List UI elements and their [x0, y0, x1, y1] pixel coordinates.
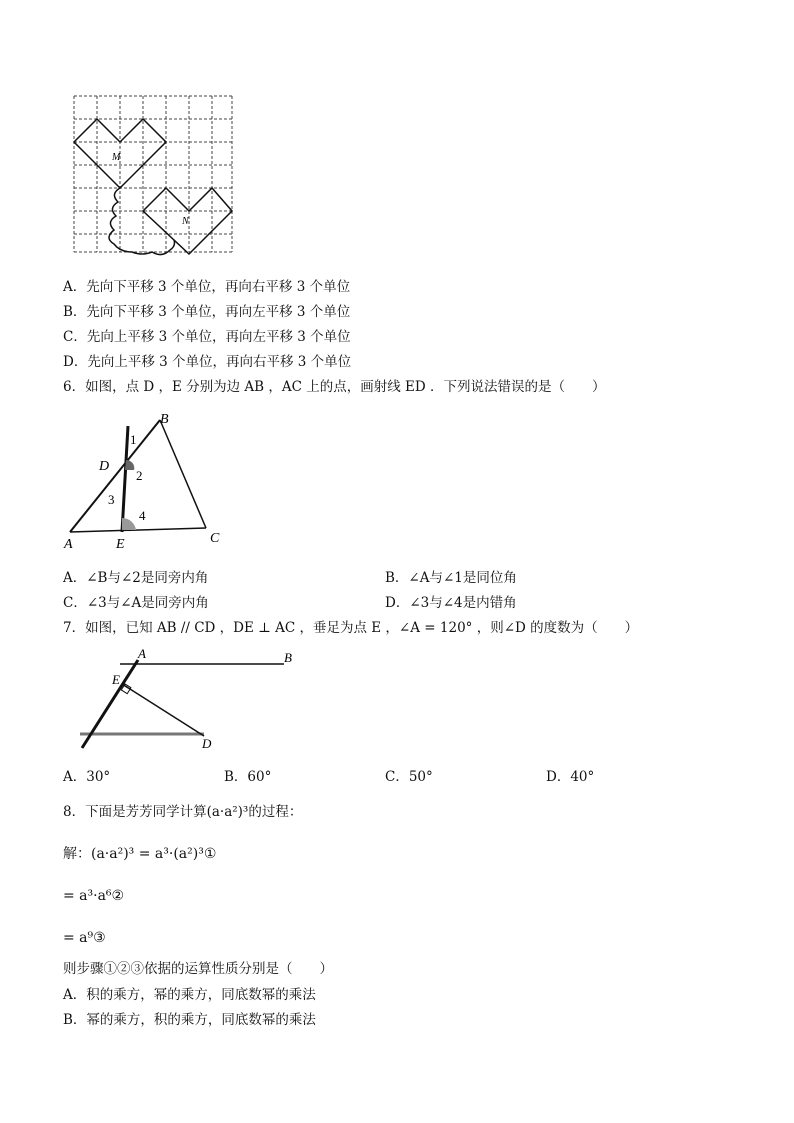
q5-option-b[interactable]: B．先向下平移 3 个单位，再向左平移 3 个单位: [63, 304, 351, 320]
q8-option-a[interactable]: A．积的乘方，幂的乘方，同底数幂的乘法: [63, 987, 316, 1003]
label-4: 4: [139, 508, 146, 523]
q6-option-b[interactable]: B．∠A与∠1是同位角: [385, 570, 517, 586]
label-3: 3: [108, 492, 115, 507]
label-2: 2: [136, 468, 143, 483]
label-1: 1: [130, 432, 137, 447]
label-e: E: [112, 672, 120, 687]
q7-option-c[interactable]: C．50°: [385, 769, 433, 785]
q6-stem: 6．如图，点 D ，E 分别为边 AB ，AC 上的点，画射线 ED ．下列说法错误的是（ ）: [63, 379, 606, 395]
q7-stem: 7．如图，已知 AB // CD ，DE ⊥ AC ，垂足为点 E ，∠A = 120° ，则∠D 的度数为（ ）: [63, 620, 639, 636]
label-a: A: [64, 537, 73, 550]
q8-step1: 解：(a·a²)³ = a³·(a²)³①: [63, 846, 217, 862]
segment-de: [122, 684, 204, 736]
curly-brace: [109, 188, 175, 255]
q6-option-a[interactable]: A．∠B与∠2是同旁内角: [63, 570, 209, 586]
label-a: A: [138, 646, 146, 661]
q6-option-d[interactable]: D．∠3与∠4是内错角: [385, 595, 517, 611]
q7-option-a[interactable]: A．30°: [63, 769, 111, 785]
q6-triangle-figure: [60, 408, 230, 550]
side-ac: [70, 528, 206, 532]
q7-option-b[interactable]: B．60°: [224, 769, 272, 785]
q5-option-a[interactable]: A．先向下平移 3 个单位，再向右平移 3 个单位: [63, 279, 351, 295]
label-n: N: [182, 216, 189, 227]
q7-option-d[interactable]: D．40°: [546, 769, 595, 785]
q5-option-c[interactable]: C．先向上平移 3 个单位，再向左平移 3 个单位: [63, 329, 351, 345]
side-ab: [70, 420, 160, 532]
q8-stem: 8．下面是芳芳同学计算(a·a²)³的过程：: [63, 804, 303, 820]
label-b: B: [284, 650, 292, 665]
q8-step2: = a³·a⁶②: [63, 888, 125, 904]
q5-option-d[interactable]: D．先向上平移 3 个单位，再向右平移 3 个单位: [63, 354, 352, 370]
q6-option-c[interactable]: C．∠3与∠A是同旁内角: [63, 595, 209, 611]
label-e: E: [116, 537, 125, 550]
side-bc: [160, 420, 206, 528]
angle-2-mark: [125, 460, 134, 470]
q5-grid-figure: [70, 94, 236, 270]
q8-question: 则步骤①②③依据的运算性质分别是（ ）: [63, 961, 333, 977]
ray-ed: [122, 426, 128, 532]
q8-option-b[interactable]: B．幂的乘方，积的乘方，同底数幂的乘法: [63, 1012, 316, 1028]
label-c: C: [210, 531, 220, 546]
label-m: M: [112, 152, 121, 163]
label-b: B: [160, 412, 169, 427]
label-d: D: [202, 736, 212, 751]
q7-parallel-figure: [72, 644, 304, 754]
q8-step3: = a⁹③: [63, 930, 106, 946]
label-d: D: [99, 459, 110, 474]
angle-4-mark: [122, 518, 136, 530]
